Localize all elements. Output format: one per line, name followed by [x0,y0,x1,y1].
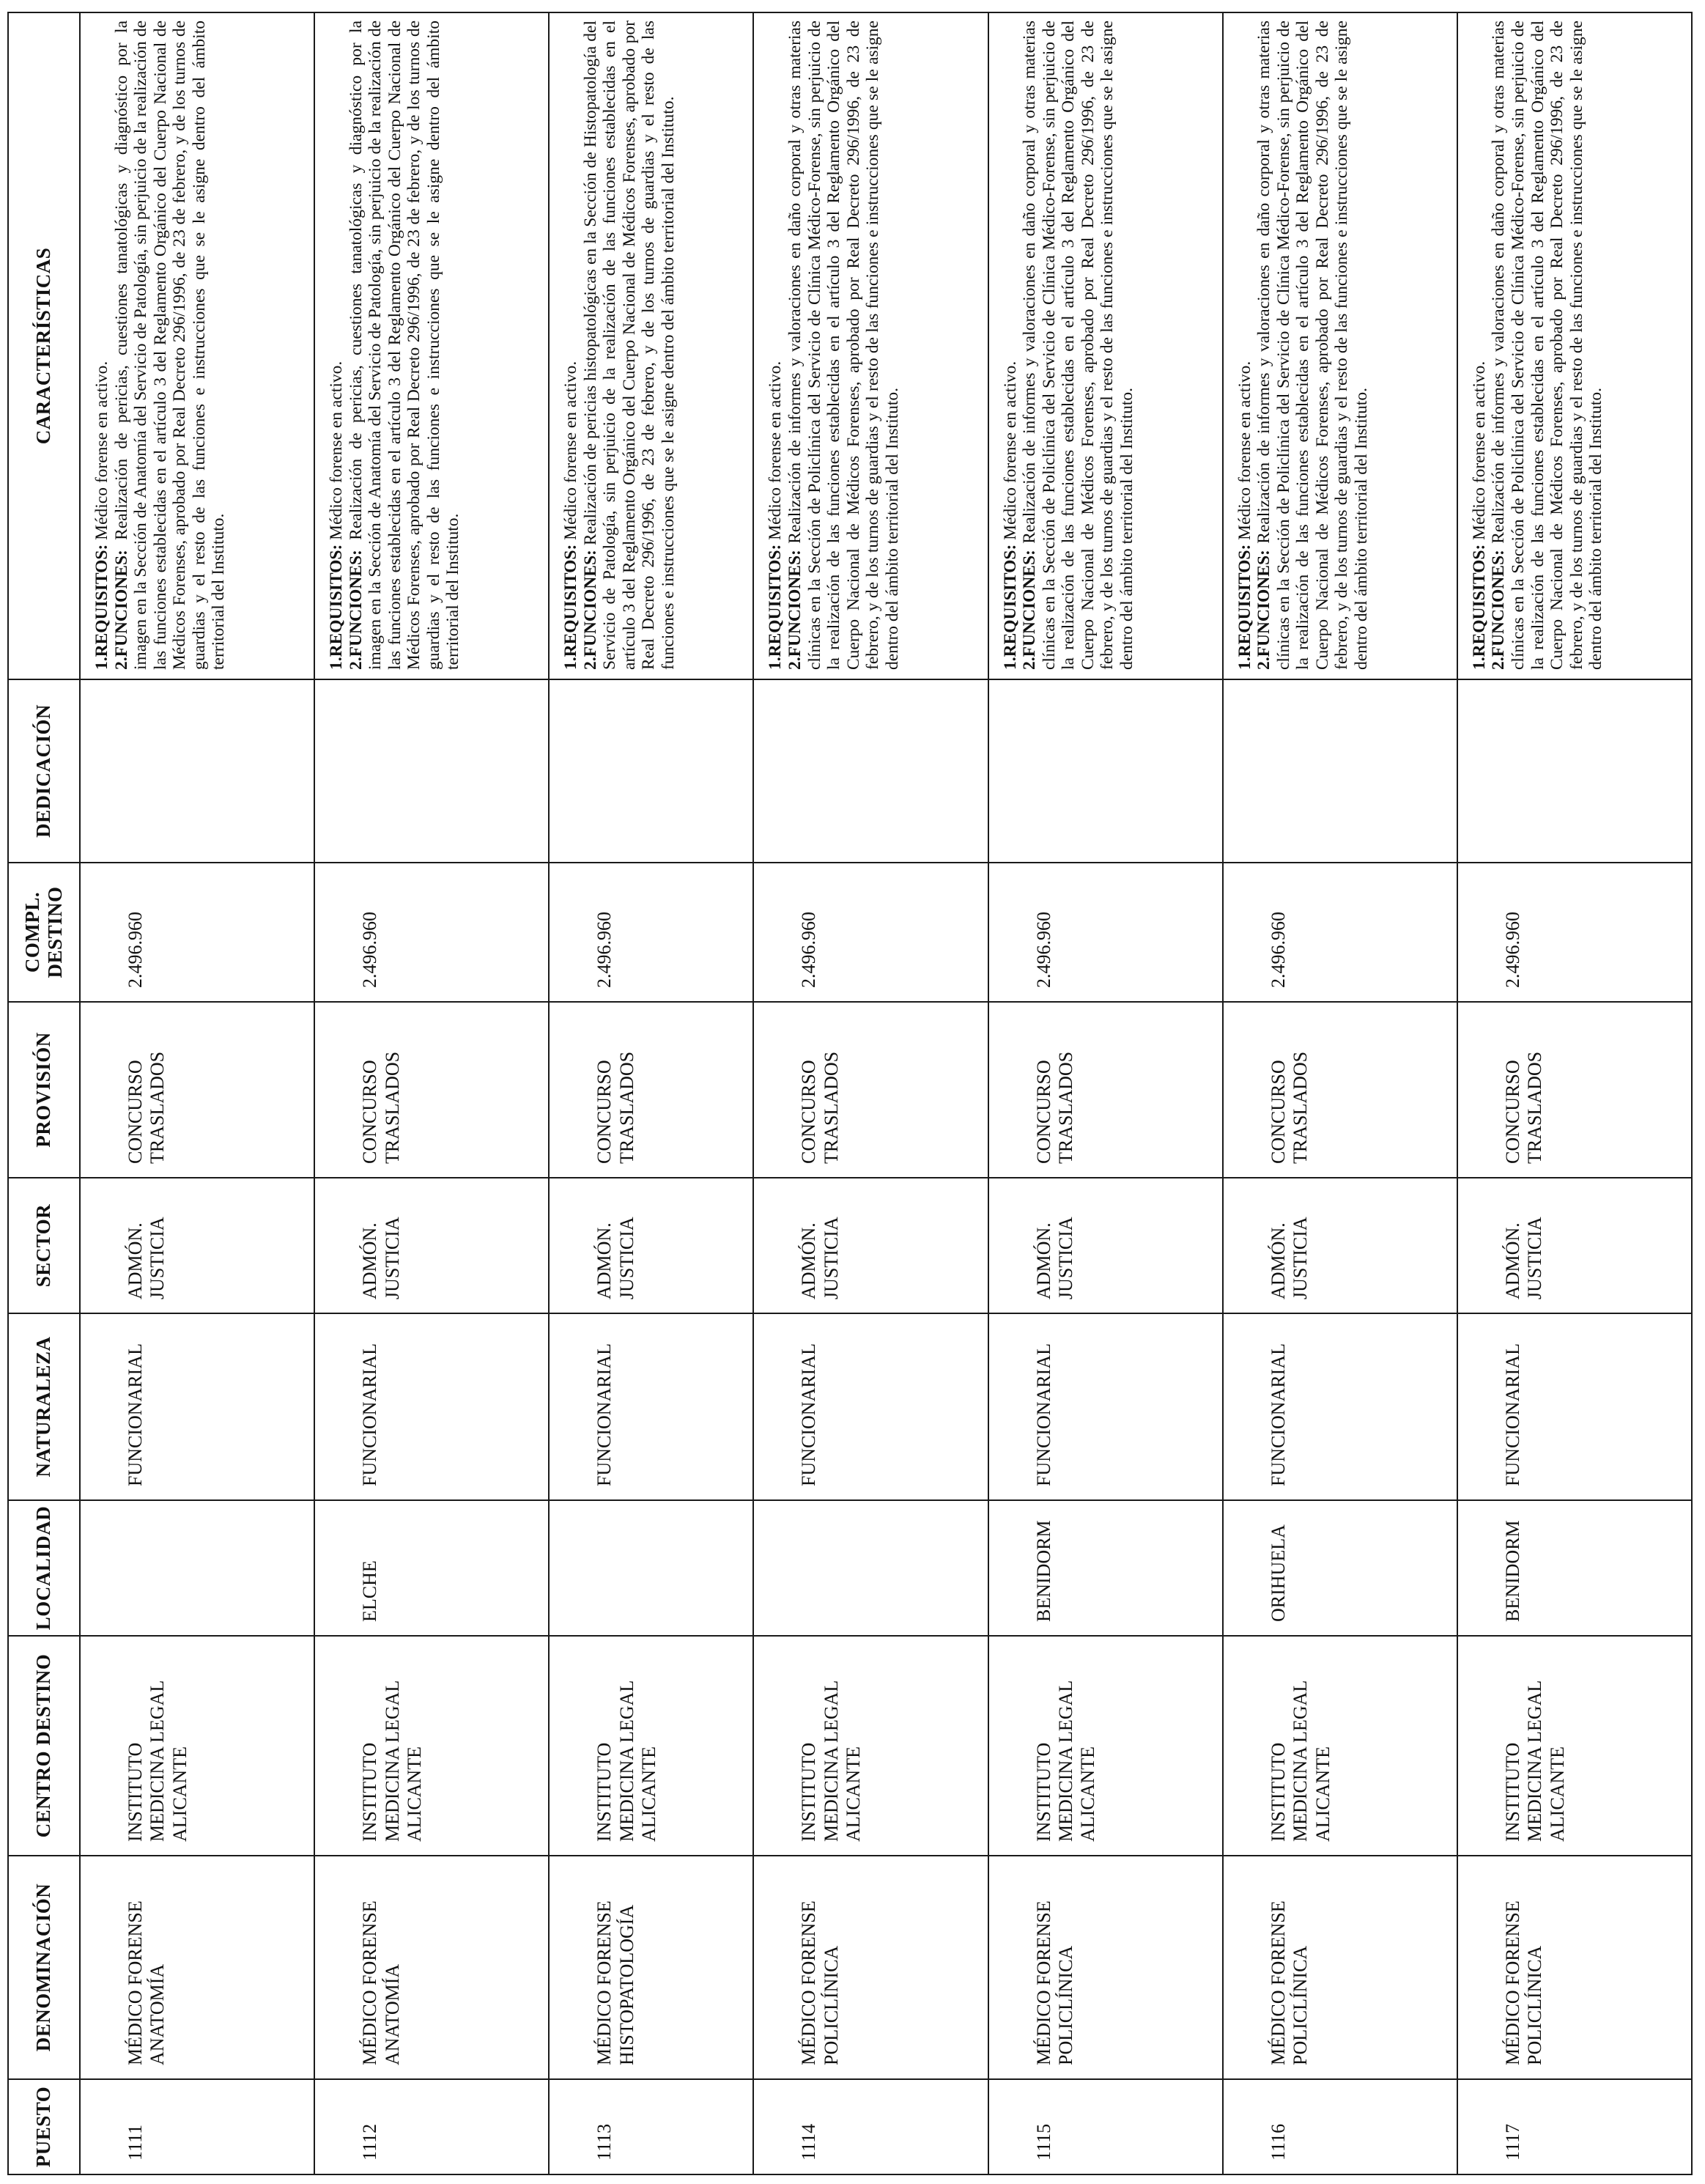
centro-line2: MEDICINA LEGAL [381,1680,403,1842]
cell-sector [1223,1178,1457,1313]
funciones-text: Realización de informes y valoraciones en daño corporal y otras materias clínicas en la Sección de Policlínica del Servicio de Clínica Médico-Forense, sin perjuicio de la realización de las funciones establecidas en el artículo 3 del Reglamento Orgánico del Cuerpo Nacional de Médicos Forenses, aprobado por Real Decreto 296/1996, de 23 de febrero, y de los turnos de guardias y el resto de las funciones e instrucciones que se le asigne dentro del ámbito territorial del Instituto. [785,21,902,670]
funciones-label: 2.FUNCIONES: [1020,550,1040,670]
cell-sector [988,1178,1223,1313]
sector-line1: ADMÓN. [1501,1222,1523,1299]
cell-localidad [314,1500,549,1636]
requisitos-label: 1.REQUISITOS: [766,544,785,670]
naturaleza-value: FUNCIONARIAL [1267,1343,1289,1486]
cell-puesto [753,2079,988,2174]
compl-destino-value: 2.496.960 [593,912,615,988]
cell-caracteristicas [549,12,753,679]
denominacion-line2: ANATOMÍA [381,1963,403,2065]
centro-line3: ALICANTE [843,1746,865,1842]
denominacion-line1: MÉDICO FORENSE [125,1900,146,2065]
cell-caracteristicas [80,12,314,679]
centro-line3: ALICANTE [1546,1746,1568,1842]
denominacion-line2: POLICLÍNICA [1290,1945,1312,2065]
puesto-code: 1113 [593,2123,615,2161]
localidad-value: ELCHE [359,1560,381,1622]
funciones-paragraph [1489,21,1605,670]
centro-line2: MEDICINA LEGAL [1290,1680,1312,1842]
cell-naturaleza [988,1313,1223,1500]
sector-line1: ADMÓN. [125,1222,146,1299]
cell-denominacion [80,1856,314,2079]
cell-naturaleza [1223,1313,1457,1500]
denominacion-line2: ANATOMÍA [147,1963,169,2065]
sector-line1: ADMÓN. [359,1222,381,1299]
cell-centro-destino [1457,1636,1692,1856]
cell-compl-destino [314,863,549,1002]
funciones-paragraph [785,21,902,670]
compl-destino-value: 2.496.960 [359,912,381,988]
cell-caracteristicas [314,12,549,679]
funciones-text: Realización de informes y valoraciones en daño corporal y otras materias clínicas en la Sección de Policlínica del Servicio de Clínica Médico-Forense, sin perjuicio de la realización de las funciones establecidas en el artículo 3 del Reglamento Orgánico del Cuerpo Nacional de Médicos Forenses, aprobado por Real Decreto 296/1996, de 23 de febrero, y de los turnos de guardias y el resto de las funciones e instrucciones que se le asigne dentro del ámbito territorial del Instituto. [1254,21,1372,670]
sector-line1: ADMÓN. [1032,1222,1054,1299]
cell-caracteristicas [1457,12,1692,679]
cell-denominacion [1457,1856,1692,2079]
requisitos-paragraph [561,21,581,670]
requisitos-paragraph [1235,21,1255,670]
centro-line3: ALICANTE [403,1746,425,1842]
cell-provision [549,1002,753,1178]
header-compl-destino [8,863,80,1002]
table-row [80,12,314,2174]
centro-line1: INSTITUTO [593,1742,615,1842]
header-row [8,12,80,2174]
requisitos-label: 1.REQUISITOS: [327,544,347,670]
centro-line1: INSTITUTO [125,1742,146,1842]
funciones-label: 2.FUNCIONES: [1489,550,1509,670]
centro-line2: MEDICINA LEGAL [615,1680,637,1842]
table-row [549,12,753,2174]
header-caracteristicas: CARACTERÍSTICAS [8,12,80,679]
cell-dedicacion [314,679,549,863]
funciones-label: 2.FUNCIONES: [346,550,366,670]
puesto-code: 1114 [798,2123,820,2161]
puesto-code: 1116 [1267,2123,1289,2161]
cell-naturaleza [314,1313,549,1500]
requisitos-text: Médico forense en activo. [1000,361,1020,545]
table-row [1223,12,1457,2174]
compl-destino-value: 2.496.960 [1267,912,1289,988]
cell-centro-destino [753,1636,988,1856]
naturaleza-value: FUNCIONARIAL [359,1343,381,1486]
naturaleza-value: FUNCIONARIAL [593,1343,615,1486]
cell-provision [80,1002,314,1178]
header-localidad: LOCALIDAD [8,1500,80,1636]
denominacion-line1: MÉDICO FORENSE [798,1900,820,2065]
centro-line1: INSTITUTO [798,1742,820,1842]
requisitos-label: 1.REQUISITOS: [1469,544,1489,670]
centro-line3: ALICANTE [1077,1746,1099,1842]
compl-destino-value: 2.496.960 [125,912,146,988]
provision-line1: CONCURSO [593,1060,615,1164]
provision-line2: TRASLADOS [820,1051,842,1164]
cell-naturaleza [80,1313,314,1500]
funciones-label: 2.FUNCIONES: [1254,550,1274,670]
cell-provision [753,1002,988,1178]
cell-puesto [314,2079,549,2174]
requisitos-text: Médico forense en activo. [766,361,785,545]
localidad-value: BENIDORM [1501,1520,1523,1622]
compl-destino-value: 2.496.960 [1501,912,1523,988]
cell-naturaleza [753,1313,988,1500]
requisitos-label: 1.REQUISITOS: [561,544,581,670]
puesto-code: 1115 [1032,2123,1054,2161]
funciones-paragraph [347,21,463,670]
cell-dedicacion [753,679,988,863]
centro-line2: MEDICINA LEGAL [820,1680,842,1842]
cell-denominacion [549,1856,753,2079]
cell-compl-destino [549,863,753,1002]
requisitos-paragraph [766,21,785,670]
cell-localidad [549,1500,753,1636]
header-naturaleza: NATURALEZA [8,1313,80,1500]
cell-sector [314,1178,549,1313]
provision-line1: CONCURSO [1032,1060,1054,1164]
sector-line2: JUSTICIA [1055,1217,1077,1299]
cell-dedicacion [988,679,1223,863]
table-row [753,12,988,2174]
requisitos-paragraph [1001,21,1021,670]
header-centro-destino: CENTRO DESTINO [8,1636,80,1856]
cell-dedicacion [80,679,314,863]
header-provision: PROVISIÓN [8,1002,80,1178]
cell-localidad [988,1500,1223,1636]
cell-compl-destino [80,863,314,1002]
centro-line2: MEDICINA LEGAL [1524,1680,1546,1842]
cell-caracteristicas [753,12,988,679]
puesto-code: 1112 [359,2123,381,2161]
cell-caracteristicas [1223,12,1457,679]
cell-provision [314,1002,549,1178]
centro-line3: ALICANTE [638,1746,660,1842]
cell-localidad [753,1500,988,1636]
cell-denominacion [753,1856,988,2079]
cell-compl-destino [1457,863,1692,1002]
cell-puesto [80,2079,314,2174]
provision-line2: TRASLADOS [1055,1051,1077,1164]
funciones-text: Realización de pericias, cuestiones tanatológicas y diagnóstico por la imagen en la Sección de Anatomía del Servicio de Patología, sin perjuicio de la realización de las funciones establecidas en el artículo 3 del Reglamento Orgánico del Cuerpo Nacional de Médicos Forenses, aprobado por Real Decreto 296/1996, de 23 de febrero, y de los turnos de guardias y el resto de las funciones e instrucciones que se le asigne dentro del ámbito territorial del Instituto. [346,21,463,670]
denominacion-line1: MÉDICO FORENSE [1501,1900,1523,2065]
funciones-label: 2.FUNCIONES: [785,550,805,670]
cell-sector [80,1178,314,1313]
sector-line1: ADMÓN. [798,1222,820,1299]
cell-puesto [1223,2079,1457,2174]
cell-naturaleza [1457,1313,1692,1500]
cell-dedicacion [549,679,753,863]
header-compl-line1: COMPL. [21,891,43,973]
localidad-value: BENIDORM [1032,1520,1054,1622]
provision-line1: CONCURSO [1501,1060,1523,1164]
requisitos-text: Médico forense en activo. [1235,361,1254,545]
provision-line2: TRASLADOS [1524,1051,1546,1164]
cell-centro-destino [549,1636,753,1856]
provision-line2: TRASLADOS [147,1051,169,1164]
denominacion-line1: MÉDICO FORENSE [1032,1900,1054,2065]
funciones-text: Realización de pericias, cuestiones tanatológicas y diagnóstico por la imagen en la Sección de Anatomía del Servicio de Patología, sin perjuicio de la realización de las funciones establecidas en el artículo 3 del Reglamento Orgánico del Cuerpo Nacional de Médicos Forenses, aprobado por Real Decreto 296/1996, de 23 de febrero, y de los turnos de guardias y el resto de las funciones e instrucciones que se le asigne dentro del ámbito territorial del Instituto. [111,21,229,670]
provision-line2: TRASLADOS [615,1051,637,1164]
localidad-value: ORIHUELA [1267,1524,1289,1622]
sector-line2: JUSTICIA [1290,1217,1312,1299]
provision-line1: CONCURSO [798,1060,820,1164]
sector-line1: ADMÓN. [593,1222,615,1299]
provision-line1: CONCURSO [359,1060,381,1164]
header-puesto: PUESTO [8,2079,80,2174]
cell-denominacion [1223,1856,1457,2079]
funciones-text: Realización de pericias histopatológicas en la Sección de Histopatología del Servicio de Patología, sin perjuicio de la realización de las funciones establecidas en el artículo 3 del Reglamento Orgánico del Cuerpo Nacional de Médicos Forenses, aprobado por Real Decreto 296/1996, de 23 de febrero, y de los turnos de guardias y el resto de las funciones e instrucciones que se le asigne dentro del ámbito territorial del Instituto. [580,21,678,670]
sector-line2: JUSTICIA [147,1217,169,1299]
cell-compl-destino [988,863,1223,1002]
centro-line3: ALICANTE [169,1746,191,1842]
denominacion-line2: POLICLÍNICA [1055,1945,1077,2065]
provision-line2: TRASLADOS [1290,1051,1312,1164]
funciones-paragraph [1020,21,1136,670]
denominacion-line1: MÉDICO FORENSE [593,1900,615,2065]
denominacion-line2: POLICLÍNICA [820,1945,842,2065]
centro-line1: INSTITUTO [1032,1742,1054,1842]
cell-naturaleza [549,1313,753,1500]
requisitos-label: 1.REQUISITOS: [1235,544,1254,670]
cell-provision [988,1002,1223,1178]
puesto-code: 1117 [1501,2123,1523,2161]
header-compl-line2: DESTINO [44,886,66,978]
cell-sector [1457,1178,1692,1313]
requisitos-label: 1.REQUISITOS: [1000,544,1020,670]
cell-puesto [1457,2079,1692,2174]
sector-line2: JUSTICIA [615,1217,637,1299]
sector-line1: ADMÓN. [1267,1222,1289,1299]
provision-line1: CONCURSO [1267,1060,1289,1164]
cell-denominacion [988,1856,1223,2079]
centro-line1: INSTITUTO [359,1742,381,1842]
cell-sector [549,1178,753,1313]
header-denominacion: DENOMINACIÓN [8,1856,80,2079]
table-row [1457,12,1692,2174]
table-row [314,12,549,2174]
cell-caracteristicas [988,12,1223,679]
requisitos-text: Médico forense en activo. [327,361,347,545]
centro-line3: ALICANTE [1312,1746,1334,1842]
compl-destino-value: 2.496.960 [798,912,820,988]
provision-line1: CONCURSO [125,1060,146,1164]
funciones-text: Realización de informes y valoraciones en daño corporal y otras materias clínicas en la Sección de Policlínica del Servicio de Clínica Médico-Forense, sin perjuicio de la realización de las funciones establecidas en el artículo 3 del Reglamento Orgánico del Cuerpo Nacional de Médicos Forenses, aprobado por Real Decreto 296/1996, de 23 de febrero, y de los turnos de guardias y el resto de las funciones e instrucciones que se le asigne dentro del ámbito territorial del Instituto. [1489,21,1606,670]
sector-line2: JUSTICIA [381,1217,403,1299]
naturaleza-value: FUNCIONARIAL [798,1343,820,1486]
denominacion-line1: MÉDICO FORENSE [1267,1900,1289,2065]
funciones-label: 2.FUNCIONES: [580,550,600,670]
cell-provision [1223,1002,1457,1178]
centro-line2: MEDICINA LEGAL [1055,1680,1077,1842]
header-dedicacion: DEDICACIÓN [8,679,80,863]
header-sector: SECTOR [8,1178,80,1313]
denominacion-line1: MÉDICO FORENSE [359,1900,381,2065]
centro-line1: INSTITUTO [1501,1742,1523,1842]
sector-line2: JUSTICIA [820,1217,842,1299]
cell-sector [753,1178,988,1313]
cell-puesto [988,2079,1223,2174]
naturaleza-value: FUNCIONARIAL [1501,1343,1523,1486]
cell-dedicacion [1457,679,1692,863]
table-row [988,12,1223,2174]
requisitos-text: Médico forense en activo. [1469,361,1489,545]
cell-dedicacion [1223,679,1457,863]
funciones-paragraph [1254,21,1371,670]
provision-line2: TRASLADOS [381,1051,403,1164]
funciones-paragraph [112,21,229,670]
denominacion-line2: HISTOPATOLOGÍA [615,1904,637,2065]
requisitos-text: Médico forense en activo. [92,361,111,545]
cell-localidad [1457,1500,1692,1636]
cell-compl-destino [1223,863,1457,1002]
cell-centro-destino [314,1636,549,1856]
cell-centro-destino [80,1636,314,1856]
compl-destino-value: 2.496.960 [1032,912,1054,988]
requisitos-paragraph [92,21,112,670]
job-positions-table [7,12,1693,2175]
centro-line1: INSTITUTO [1267,1742,1289,1842]
naturaleza-value: FUNCIONARIAL [125,1343,146,1486]
requisitos-text: Médico forense en activo. [561,361,581,545]
cell-centro-destino [988,1636,1223,1856]
requisitos-label: 1.REQUISITOS: [92,544,111,670]
funciones-label: 2.FUNCIONES: [111,550,131,670]
cell-localidad [1223,1500,1457,1636]
sector-line2: JUSTICIA [1524,1217,1546,1299]
cell-compl-destino [753,863,988,1002]
funciones-text: Realización de informes y valoraciones en daño corporal y otras materias clínicas en la Sección de Policlínica del Servicio de Clínica Médico-Forense, sin perjuicio de la realización de las funciones establecidas en el artículo 3 del Reglamento Orgánico del Cuerpo Nacional de Médicos Forenses, aprobado por Real Decreto 296/1996, de 23 de febrero, y de los turnos de guardias y el resto de las funciones e instrucciones que se le asigne dentro del ámbito territorial del Instituto. [1020,21,1136,670]
naturaleza-value: FUNCIONARIAL [1032,1343,1054,1486]
funciones-paragraph [581,21,678,670]
requisitos-paragraph [1470,21,1490,670]
cell-localidad [80,1500,314,1636]
cell-puesto [549,2079,753,2174]
puesto-code: 1111 [125,2124,146,2161]
requisitos-paragraph [327,21,347,670]
denominacion-line2: POLICLÍNICA [1524,1945,1546,2065]
centro-line2: MEDICINA LEGAL [147,1680,169,1842]
cell-denominacion [314,1856,549,2079]
cell-centro-destino [1223,1636,1457,1856]
cell-provision [1457,1002,1692,1178]
